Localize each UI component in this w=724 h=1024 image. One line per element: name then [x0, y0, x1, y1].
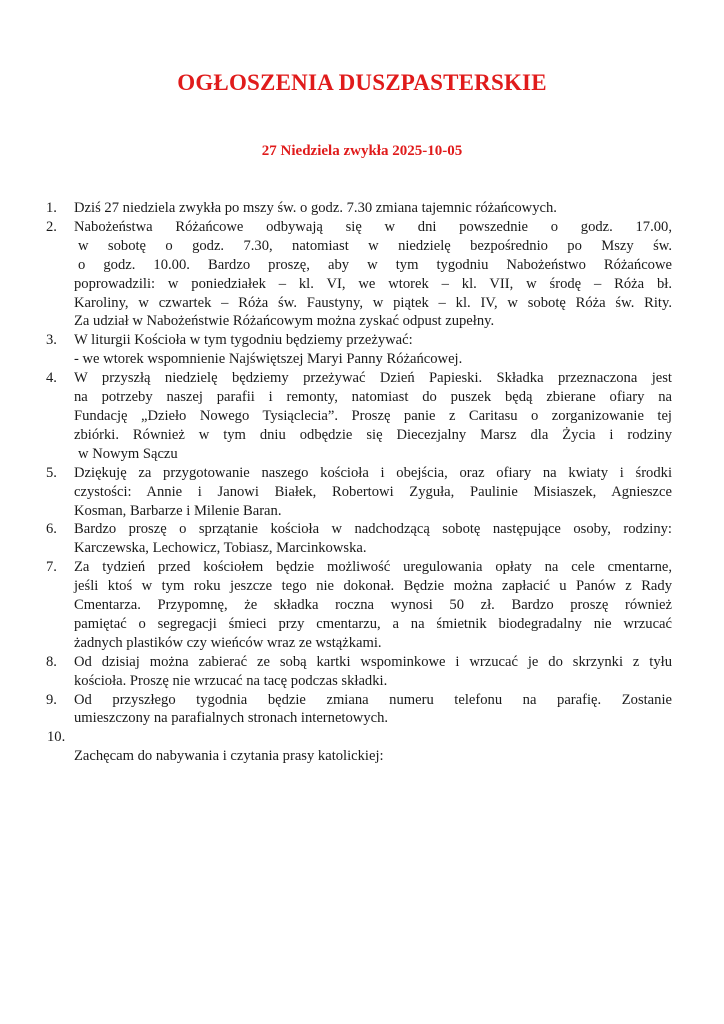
announcements-list — [46, 199, 672, 766]
announcement-item — [46, 558, 672, 653]
announcement-line: Za tydzień przed kościołem będzie możliwość uregulowania opłaty na cele cmentarne, — [74, 559, 672, 576]
announcement-text — [74, 520, 672, 558]
announcement-text — [74, 558, 672, 653]
announcement-text — [74, 199, 672, 218]
announcement-item — [46, 199, 672, 218]
announcement-number: 8. — [46, 653, 57, 670]
announcement-line: Karoliny, w czwartek – Róża św. Faustyny, w piątek – kl. IV, w sobotę Róża św. Rity. — [74, 294, 672, 311]
announcement-text — [74, 747, 672, 766]
announcement-line: poprowadzili: w poniedziałek – kl. VI, we wtorek – kl. VII, w środę – Róża bł. — [74, 275, 672, 292]
announcement-item — [46, 218, 672, 331]
announcement-line: Kosman, Barbarze i Milenie Baran. — [74, 502, 282, 519]
announcement-number: 1. — [46, 200, 57, 216]
announcement-line: Bardzo proszę o sprzątanie kościoła w nadchodzącą sobotę następujące osoby, rodziny: — [74, 521, 672, 538]
announcement-text — [74, 653, 672, 691]
announcement-line: umieszczony na parafialnych stronach internetowych. — [74, 710, 389, 727]
announcement-line: pamiętać o segregacji śmieci przy cmentarzu, a na śmietnik biodegradalny nie wrzucać — [74, 615, 672, 632]
announcement-line: o godz. 10.00. Bardzo proszę, aby w tym tygodniu Nabożeństwo Różańcowe — [78, 256, 672, 273]
announcement-number: 6. — [46, 521, 57, 538]
announcement-number: 10. — [47, 729, 66, 746]
page-title: OGŁOSZENIA DUSZPASTERSKIE — [177, 70, 547, 95]
announcement-line: Za udział w Nabożeństwie Różańcowym można zyskać odpust zupełny. — [74, 313, 495, 330]
announcement-line: Cmentarza. Przypomnę, że składka roczna wynosi 50 zł. Bardzo proszę również — [74, 597, 672, 614]
announcement-line: Karczewska, Lechowicz, Tobiasz, Marcinkowska. — [74, 540, 367, 557]
announcement-text — [74, 331, 672, 369]
announcement-line: Dziś 27 niedziela zwykła po mszy św. o godz. 7.30 zmiana tajemnic różańcowych. — [74, 200, 557, 216]
announcement-line: żadnych plastików czy wieńców wraz ze wstążkami. — [74, 634, 382, 651]
announcement-item — [46, 369, 672, 464]
page-subtitle: 27 Niedziela zwykła 2025-10-05 — [261, 143, 463, 159]
announcement-line: Od dzisiaj można zabierać ze sobą kartki wspominkowe i wrzucać je do skrzynki z tyłu — [74, 653, 672, 670]
announcement-line: - we wtorek wspomnienie Najświętszej Maryi Panny Różańcowej. — [74, 351, 463, 368]
announcement-number: 2. — [46, 218, 57, 235]
announcement-number: 9. — [46, 691, 57, 708]
announcement-text — [74, 218, 672, 331]
announcement-item — [46, 653, 672, 691]
announcement-item — [46, 691, 672, 729]
announcement-line: Fundację „Dzieło Nowego Tysiąclecia”. Proszę panie z Caritasu o zorganizowanie tej — [74, 407, 672, 424]
announcement-item — [46, 728, 672, 766]
announcement-line: w sobotę o godz. 7.30, natomiast w niedzielę bezpośrednio po Mszy św. — [78, 237, 672, 254]
announcement-line: W liturgii Kościoła w tym tygodniu będziemy przeżywać: — [74, 332, 413, 349]
announcement-text — [74, 691, 672, 729]
announcement-text — [74, 464, 672, 521]
announcement-line: w Nowym Sączu — [78, 445, 178, 462]
announcement-item — [46, 520, 672, 558]
announcement-line: Nabożeństwa Różańcowe odbywają się w dni powszednie o godz. 17.00, — [74, 218, 672, 235]
announcement-line: jeśli ktoś w tym roku jeszcze tego nie dokonał. Będzie można zapłacić u Panów z Rady — [74, 578, 672, 595]
announcement-text — [74, 369, 672, 464]
announcement-line: na potrzeby naszej parafii i remonty, natomiast do puszek będą zbierane ofiary na — [74, 389, 672, 406]
announcement-line: Dziękuję za przygotowanie naszego kościoła i obejścia, oraz ofiary na kwiaty i środki — [74, 464, 672, 481]
announcement-item — [46, 331, 672, 369]
announcement-line: czystości: Annie i Janowi Białek, Robertowi Zyguła, Paulinie Misiaszek, Agnieszce — [74, 483, 672, 500]
announcement-item — [46, 464, 672, 521]
announcement-line: W przyszłą niedzielę będziemy przeżywać Dzień Papieski. Składka przeznaczona jest — [74, 370, 672, 387]
announcement-number: 4. — [46, 370, 57, 387]
announcement-line: kościoła. Proszę nie wrzucać na tacę podczas składki. — [74, 672, 388, 689]
announcement-number: 3. — [46, 332, 57, 349]
announcement-number: 5. — [46, 464, 57, 481]
announcement-number: 7. — [46, 559, 57, 576]
announcement-line: Zachęcam do nabywania i czytania prasy katolickiej: — [74, 748, 384, 765]
announcement-line: zbiórki. Również w tym dniu odbędzie się Diecezjalny Marsz dla Życia i rodziny — [74, 426, 672, 443]
announcement-line: Od przyszłego tygodnia będzie zmiana numeru telefonu na parafię. Zostanie — [74, 691, 672, 708]
